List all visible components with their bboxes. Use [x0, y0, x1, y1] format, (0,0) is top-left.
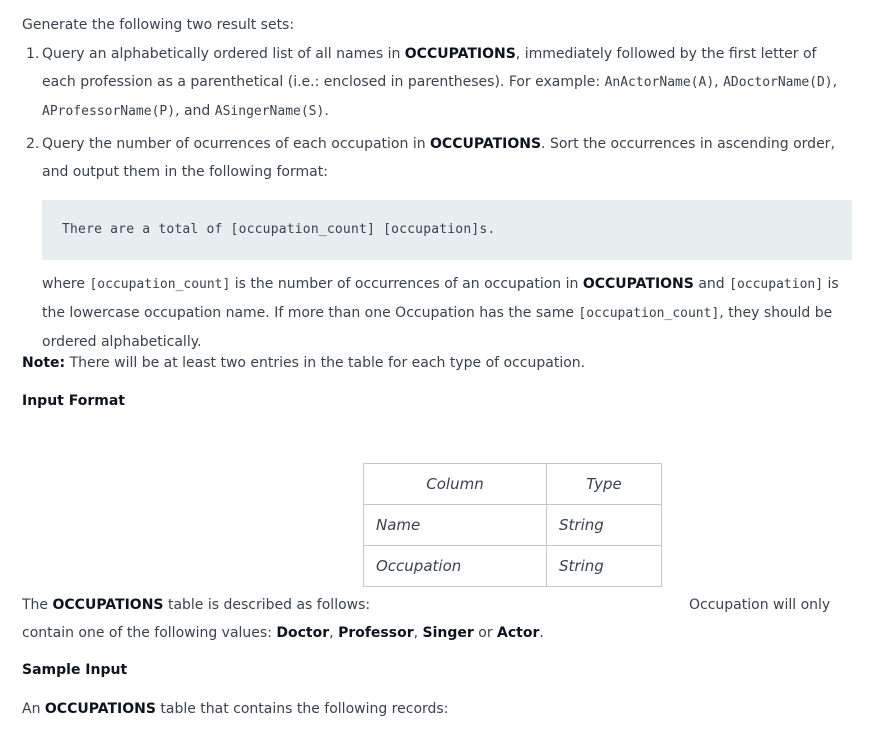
table-name: OCCUPATIONS — [404, 46, 516, 62]
table-header-row — [364, 464, 662, 505]
allowed-values-text — [22, 624, 544, 642]
records-text — [22, 700, 448, 718]
desc-text: table is described as follows: — [163, 597, 371, 613]
records-part: An — [22, 701, 45, 717]
where-text: and — [693, 276, 730, 292]
table-name: OCCUPATIONS — [52, 597, 164, 613]
column-cell: Occupation — [364, 546, 547, 587]
value-actor: Actor — [497, 625, 540, 641]
task-number: 2. — [26, 136, 40, 152]
task-text: . Sort the occurrences in ascending order, and output them in the following format: — [42, 136, 835, 180]
example-code: ASingerName(S) — [214, 104, 325, 119]
example-code: AProfessorName(P) — [42, 104, 176, 119]
inline-code: [occupation_count] — [578, 306, 720, 321]
separator: , — [413, 625, 423, 641]
example-code: AnActorName(A) — [604, 75, 715, 90]
inline-code: [occupation] — [729, 277, 824, 292]
type-header: Type — [547, 464, 662, 505]
task-text: Query an alphabetically ordered list of all names in — [42, 46, 405, 62]
task-item-2 — [22, 130, 852, 356]
separator: , — [329, 625, 339, 641]
output-format-code-block: There are a total of [occupation_count] [occupation]s. — [42, 200, 852, 260]
task-text: , immediately followed by the first letter of each profession as a parenthetical (i.e.: enclosed in parentheses). For example: — [42, 46, 817, 90]
task-text: Query the number of ocurrences of each occupation in — [42, 136, 431, 152]
table-name: OCCUPATIONS — [582, 276, 694, 292]
table-name: OCCUPATIONS — [44, 701, 156, 717]
separator: , and — [175, 103, 215, 119]
intro-text: Generate the following two result sets: — [22, 17, 295, 33]
table-row — [364, 505, 662, 546]
type-cell: String — [547, 505, 662, 546]
separator: or — [473, 625, 498, 641]
inline-code: [occupation_count] — [89, 277, 231, 292]
where-text: is the number of occurrences of an occupation in — [230, 276, 583, 292]
where-text: is the lowercase occupation name. If more than one Occupation has the same — [42, 276, 839, 321]
occupation-constraint-text: Occupation will only — [689, 597, 831, 613]
separator: , — [714, 74, 724, 90]
input-format-heading: Input Format — [22, 393, 125, 409]
separator: . — [324, 103, 329, 119]
schema-table — [363, 463, 662, 587]
task-number: 1. — [26, 46, 40, 62]
example-code: ADoctorName(D) — [723, 75, 833, 90]
where-text: where — [42, 276, 90, 292]
note-text: There will be at least two entries in the table for each type of occupation. — [65, 355, 586, 371]
records-part: table that contains the following records: — [155, 701, 449, 717]
column-header: Column — [364, 464, 547, 505]
where-text: , they should be ordered alphabetically. — [42, 305, 833, 350]
table-description — [22, 596, 370, 614]
separator: . — [539, 625, 544, 641]
desc-text: contain one of the following values: — [22, 625, 277, 641]
column-cell: Name — [364, 505, 547, 546]
desc-text: The — [22, 597, 53, 613]
where-paragraph — [42, 270, 852, 356]
sample-input-heading: Sample Input — [22, 662, 128, 678]
value-singer: Singer — [422, 625, 474, 641]
table-row — [364, 546, 662, 587]
table-name: OCCUPATIONS — [430, 136, 542, 152]
separator: , — [832, 74, 838, 90]
value-professor: Professor — [338, 625, 414, 641]
task-list — [22, 40, 852, 356]
type-cell: String — [547, 546, 662, 587]
value-doctor: Doctor — [276, 625, 330, 641]
task-item-1 — [22, 40, 852, 126]
note-paragraph — [22, 354, 585, 372]
note-label: Note: — [22, 355, 66, 371]
